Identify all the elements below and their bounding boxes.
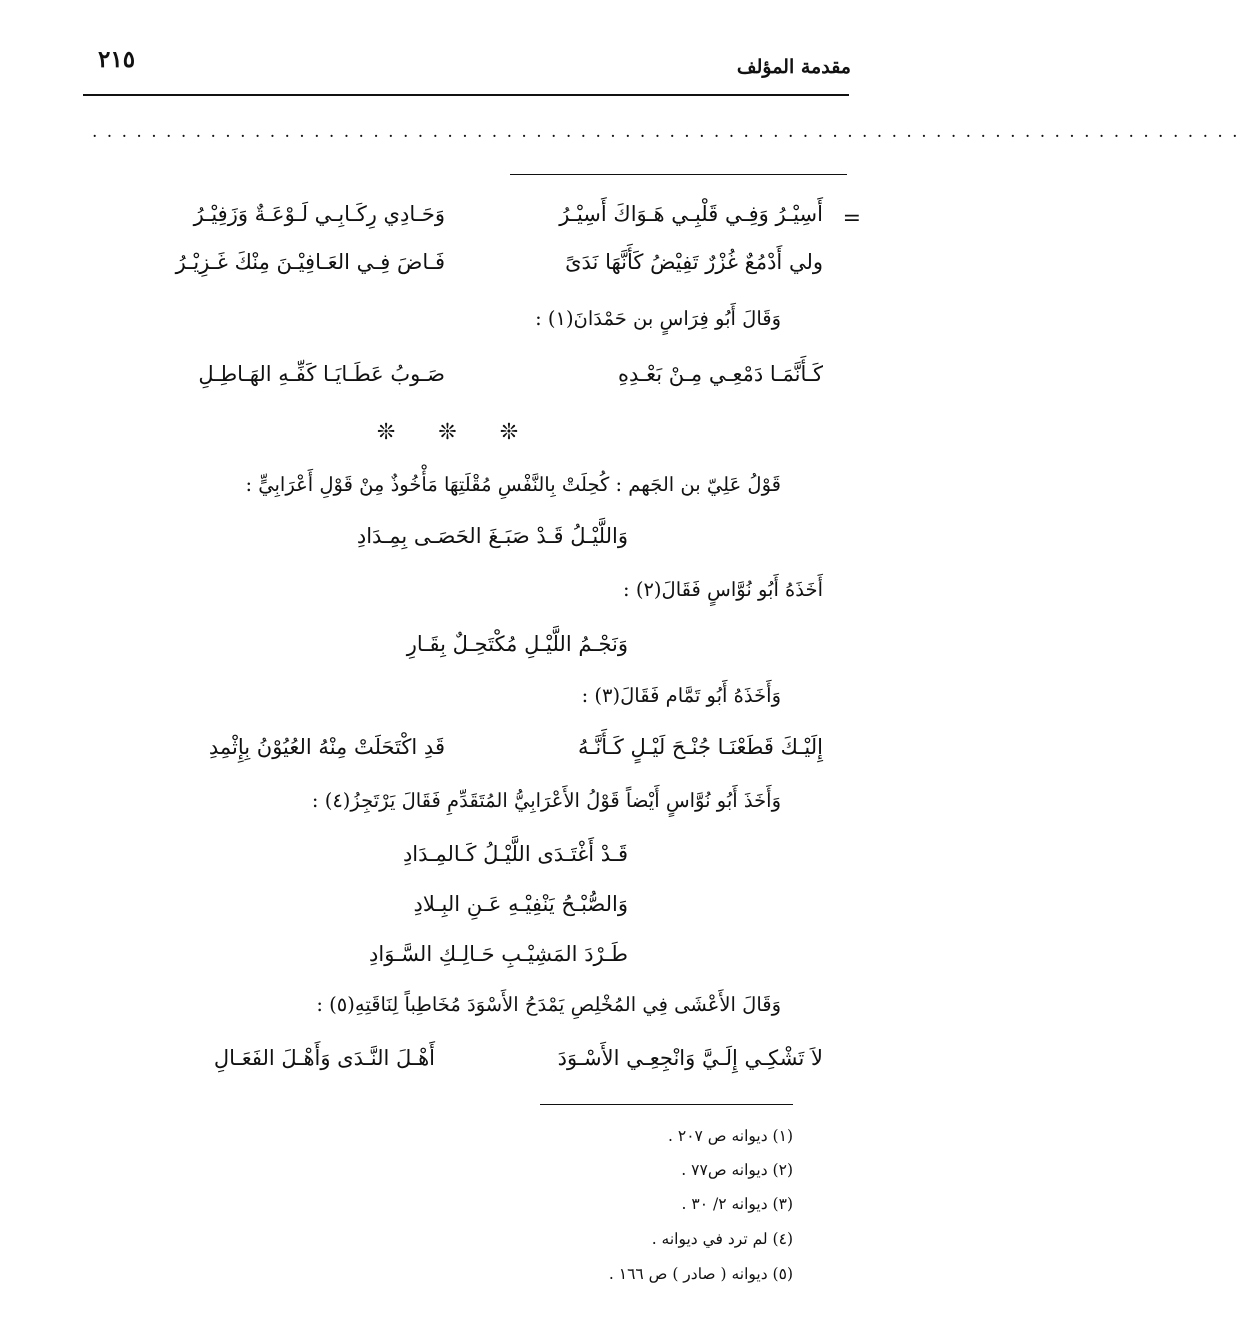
footnote-2: (٢) ديوانه ص٧٧ . (681, 1161, 793, 1179)
abu-nuwas-rajaz-intro: وَأَخَذَ أَبُو نُوَّاسٍ أَيْضاً قَوْلُ الأَعْرَابِيُّ المُتَقَدِّمِ فَقَالَ يَرْتَجِزُ(٤) : (311, 789, 781, 812)
running-header-title: مقدمة المؤلف (736, 56, 851, 78)
rajaz-line-2: وَالصُّبْـحُ يَنْفِيْـهِ عَـنِ البِـلادِ (413, 892, 628, 916)
asha-verse-second: أَهْـلَ النَّـدَى وَأَهْـلَ الفَعَـالِ (213, 1046, 435, 1070)
continuation-mark: = (842, 206, 861, 231)
asha-intro: وَقَالَ الأَعْشَى فِي المُخْلِصِ يَمْدَحُ الأَسْوَدَ مُخَاطِباً لِنَاقَتِهِ(٥) : (316, 993, 781, 1016)
verse-2-first-hemistich: ولي أَدْمُعٌ غُزْرٌ تَفِيْضُ كَأَنَّهَا نَدَىً (565, 250, 823, 274)
page-number: ٢١٥ (98, 46, 136, 73)
rajaz-line-3: طَـرْدَ المَشِيْـبِ حَـالِـكِ السَّـوَادِ (369, 942, 628, 966)
footnote-1: (١) ديوانه ص ٢٠٧ . (668, 1127, 793, 1145)
abu-tammam-verse-first: إِلَيْـكَ قَطَعْنَـا جُنْـحَ لَيْـلٍ كَـأَنَّـهُ (577, 735, 823, 759)
rajaz-line-1: قَـدْ أَغْتَـدَى اللَّيْـلُ كَـالمِـدَادِ (402, 842, 628, 866)
ali-verse: وَاللَّيْـلُ قَـدْ صَبَـغَ الحَصَـى بِمِـدَادِ (356, 524, 628, 548)
footnote-rule (540, 1104, 793, 1105)
abu-firas-verse-second: صَـوبُ عَطَـايَـا كَفِّـهِ الهَـاطِـلِ (198, 362, 445, 386)
ali-ibn-jahm-intro: قَوْلُ عَلِيّ بن الجَهم : كُحِلَتْ بِالنَّفْسِ مُقْلَتِهَا مَأْخُوذٌ مِنْ قَوْلِ أَعْرَابِيٍّ : (245, 473, 781, 496)
abu-tammam-verse-second: قَدِ اكْتَحَلَتْ مِنْهُ العُيُوْنُ بِإِثْمِدِ (208, 735, 445, 759)
footnote-4: (٤) لم ترد في ديوانه . (651, 1230, 793, 1248)
header-rule (83, 94, 849, 96)
dotted-separator: . . . . . . . . . . . . . . . . . . . . . . . . . . . . . . . . . . . . . . . . . . . . . . . . . . . . . . . . . . . . . . . . . . . . . . . . . . . . . . (92, 122, 1240, 142)
verse-1-second-hemistich: وَحَـادِي رِكَـابِـي لَـوْعَـةٌ وَزَفِيْـرُ (193, 202, 445, 226)
section-divider-stars: ❊ ❊ ❊ (376, 420, 537, 445)
abu-nuwas-verse: وَنَجْـمُ اللَّيْـلِ مُكْتَحِـلٌ بِقَـارِ (406, 632, 628, 656)
footnote-5: (٥) ديوانه ( صادر ) ص ١٦٦ . (608, 1265, 793, 1283)
abu-nuwas-intro: أَخَذَهُ أَبُو نُوَّاسٍ فَقَالَ(٢) : (623, 578, 823, 601)
abu-tammam-intro: وَأَخَذَهُ أَبُو تَمَّام فَقَالَ(٣) : (581, 684, 781, 707)
asha-verse-first: لاَ تَشْكِـي إِلَـيَّ وَانْجِعِـي الأَسْـوَدَ (557, 1046, 823, 1070)
abu-firas-verse-first: كَـأَنَّمَـا دَمْعِـي مِـنْ بَعْـدِهِ (617, 362, 823, 386)
verse-1-first-hemistich: أَسِيْـرُ وَفِـي قَلْبِـي هَـوَاكَ أَسِيْـرُ (559, 202, 823, 226)
abu-firas-intro: وَقَالَ أَبُو فِرَاسٍ بن حَمْدَانَ(١) : (535, 307, 781, 330)
footnote-3: (٣) ديوانه ٢/ ٣٠ . (681, 1195, 793, 1213)
verse-2-second-hemistich: فَـاضَ فِـي العَـافِيْـنَ مِنْكَ غَـزِيْـرُ (175, 250, 445, 274)
section-rule (510, 174, 847, 175)
